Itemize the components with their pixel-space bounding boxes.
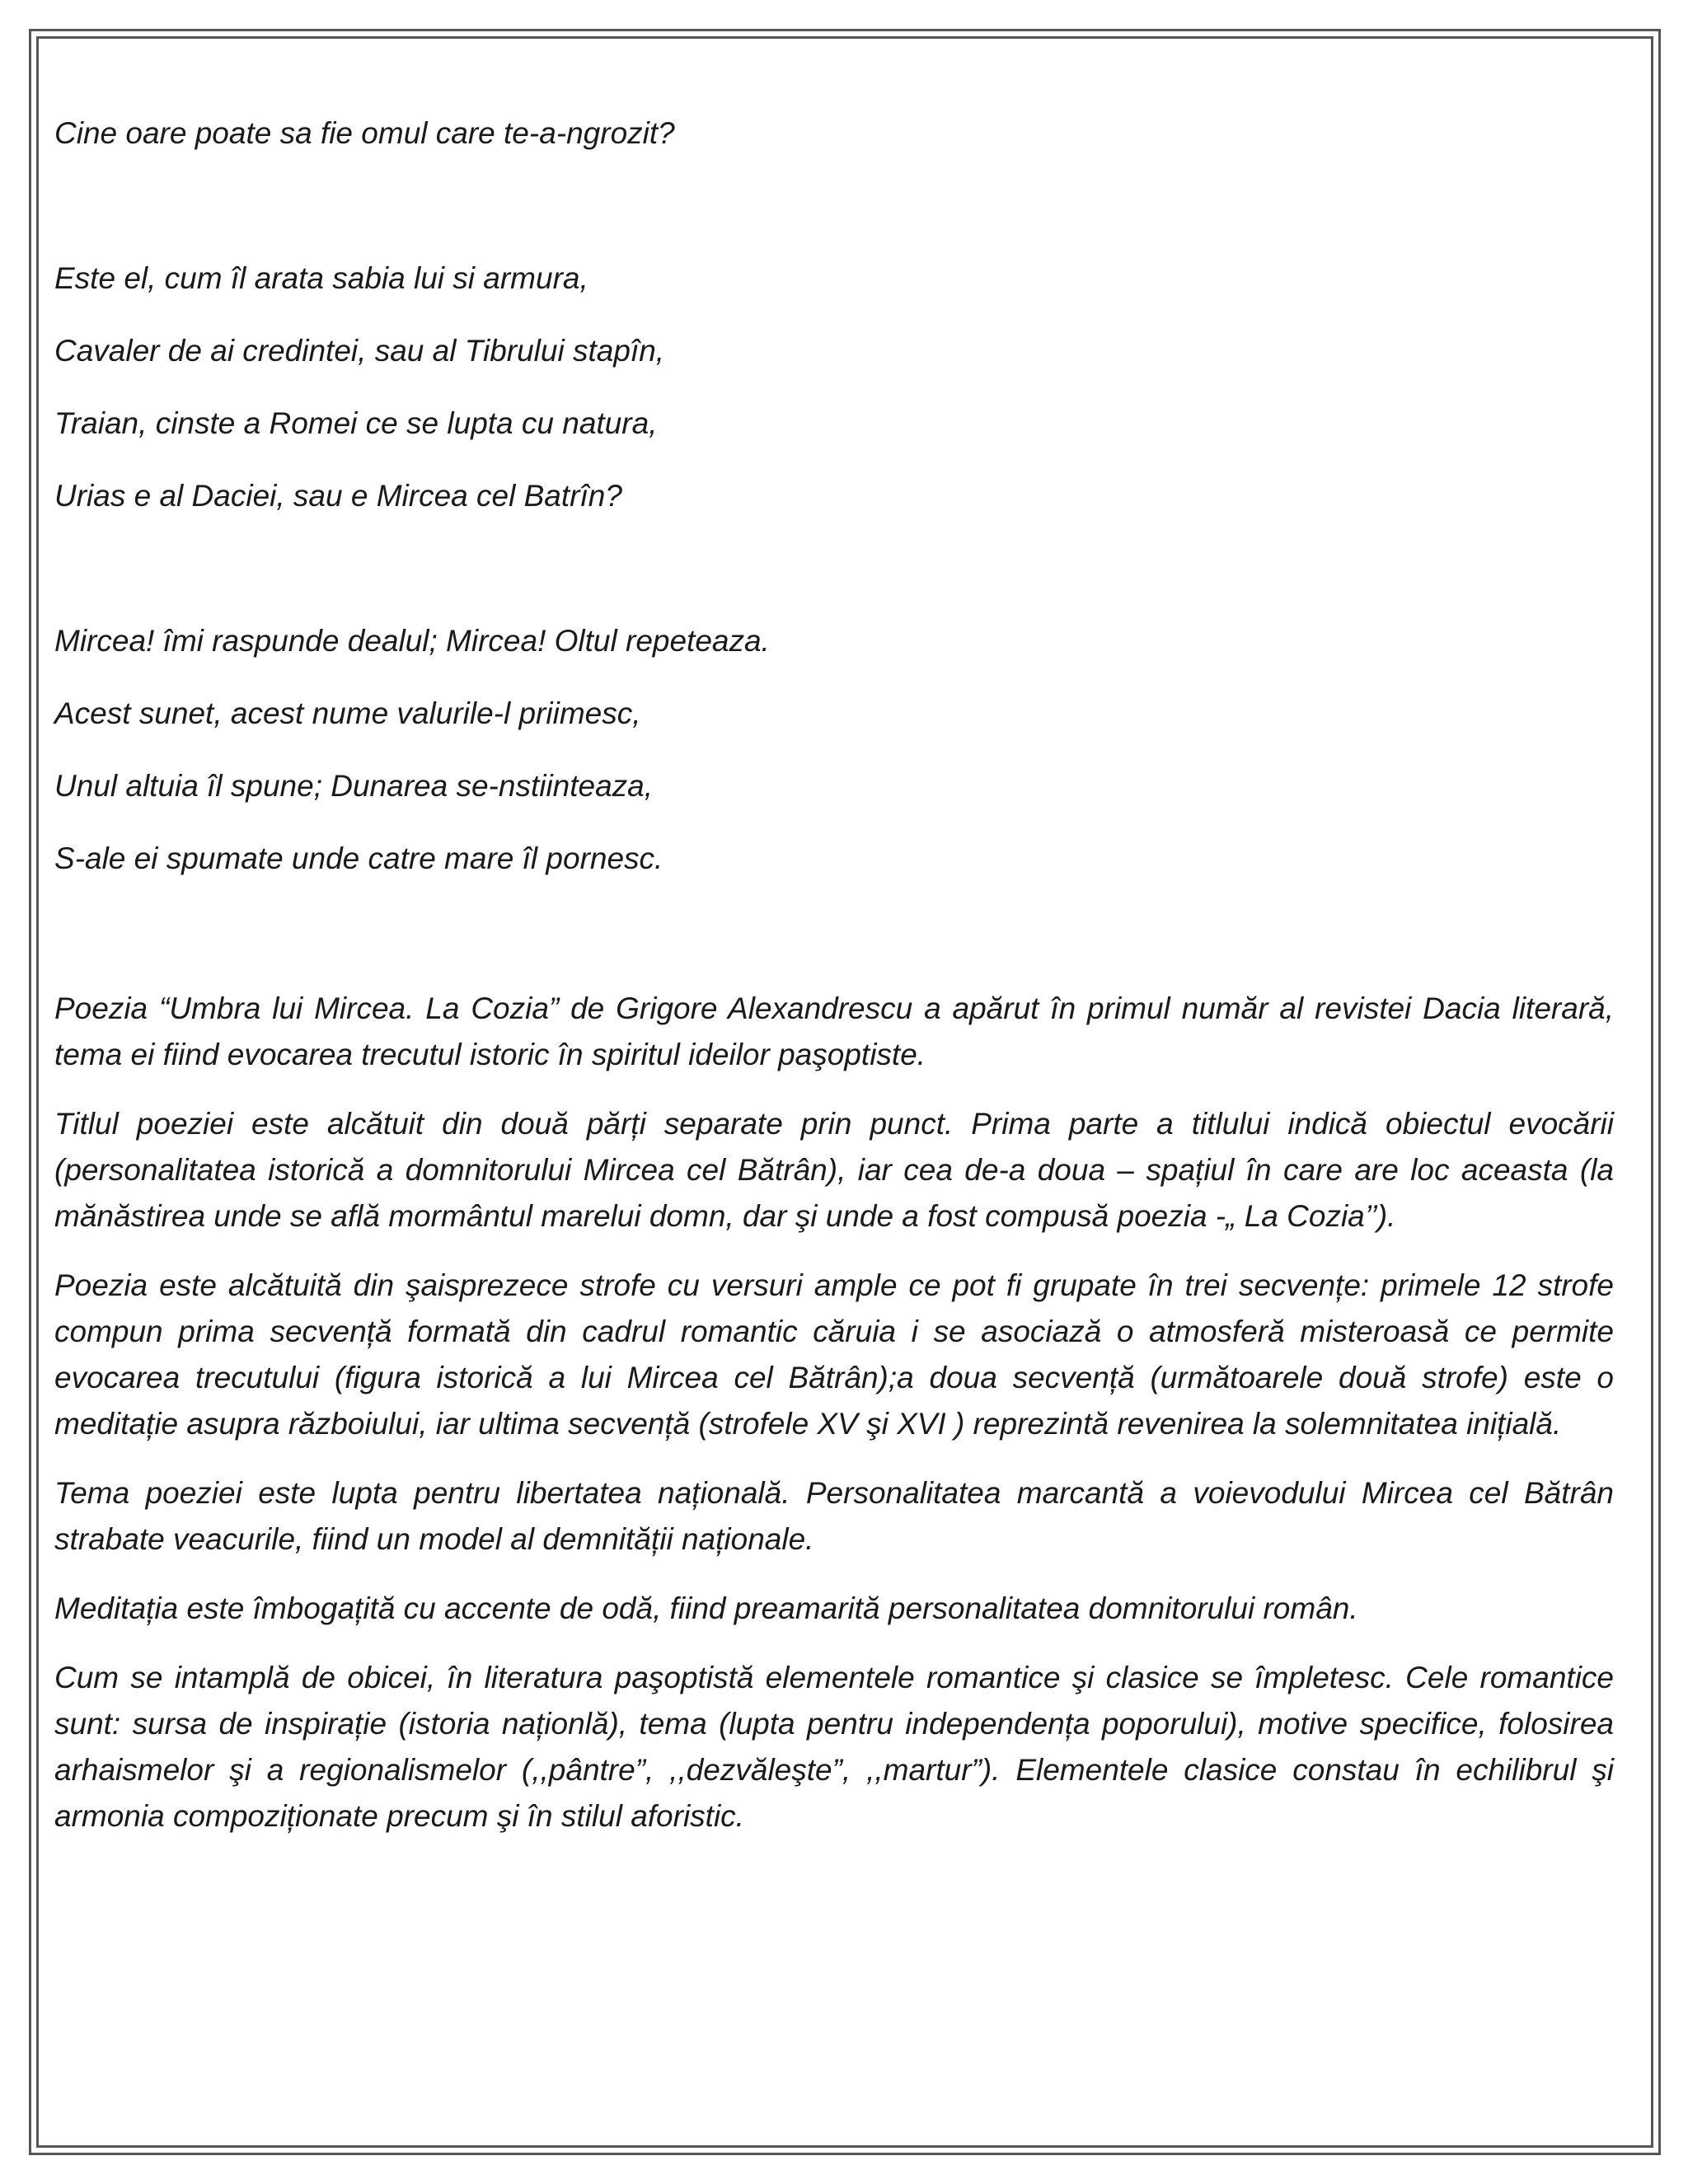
paragraph: Poezia “Umbra lui Mircea. La Cozia” de Grigore Alexandrescu a apărut în primul număr al revistei Dacia literară, tema ei fiind evocarea trecutul istoric în spiritul ideilor paşoptiste. xyxy=(54,991,1614,1071)
stanza-1 xyxy=(54,115,1614,152)
stanza-gap xyxy=(54,188,1614,260)
paragraph: Meditația este îmbogațită cu accente de odă, fiind preamarită personalitatea domnitorului român. xyxy=(54,1591,1358,1625)
verse-line: Traian, cinste a Romei ce se lupta cu natura, xyxy=(54,406,658,440)
paragraph: Cum se intamplă de obicei, în literatura paşoptistă elementele romantice şi clasice se împletesc. Cele romantice sunt: sursa de inspirație (istoria naționlă), tema (lupta pentru independența poporului), motive specifice, folosirea arhaismelor şi a regionalismelor (,,pântre”, ,,dezvăleşte”, ,,martur”). Elementele clasice constau în echilibrul şi armonia compoziționate precum şi în stilul aforistic. xyxy=(54,1661,1614,1833)
document-body xyxy=(54,115,1614,1863)
verse-line: S-ale ei spumate unde catre mare îl pornesc. xyxy=(54,841,663,875)
verse-line: Cavaler de ai credintei, sau al Tibrului stapîn, xyxy=(54,334,665,368)
stanza-gap xyxy=(54,913,1614,986)
verse-line: Mircea! îmi raspunde dealul; Mircea! Oltul repeteaza. xyxy=(54,624,770,658)
paragraph: Tema poeziei este lupta pentru libertatea națională. Personalitatea marcantă a voievodului Mircea cel Bătrân strabate veacurile, fiind un model al demnității naționale. xyxy=(54,1476,1614,1556)
verse-line: Cine oare poate sa fie omul care te-a-ngrozit? xyxy=(54,116,675,150)
verse-line: Urias e al Daciei, sau e Mircea cel Batrîn? xyxy=(54,479,622,513)
commentary xyxy=(54,986,1614,1840)
stanza-3 xyxy=(54,623,1614,877)
verse-line: Unul altuia îl spune; Dunarea se-nstiinteaza, xyxy=(54,769,654,803)
stanza-2 xyxy=(54,260,1614,514)
verse-line: Acest sunet, acest nume valurile-l priimesc, xyxy=(54,696,641,730)
verse-line: Este el, cum îl arata sabia lui si armura, xyxy=(54,261,588,295)
stanza-gap xyxy=(54,551,1614,623)
paragraph: Poezia este alcătuită din şaisprezece strofe cu versuri ample ce pot fi grupate în trei secvențe: primele 12 strofe compun prima secvență formată din cadrul romantic căruia i se asociază o atmosferă misteroasă ce permite evocarea trecutului (figura istorică a lui Mircea cel Bătrân);a doua secvență (următoarele două strofe) este o meditație asupra războiului, iar ultima secvență (strofele XV şi XVI ) reprezintă revenirea la solemnitatea inițială. xyxy=(54,1268,1614,1441)
paragraph: Titlul poeziei este alcătuit din două părți separate prin punct. Prima parte a titlului indică obiectul evocării (personalitatea istorică a domnitorului Mircea cel Bătrân), iar cea de-a doua – spațiul în care are loc aceasta (la mănăstirea unde se află mormântul marelui domn, dar şi unde a fost compusă poezia -„ La Cozia’’). xyxy=(54,1107,1614,1233)
